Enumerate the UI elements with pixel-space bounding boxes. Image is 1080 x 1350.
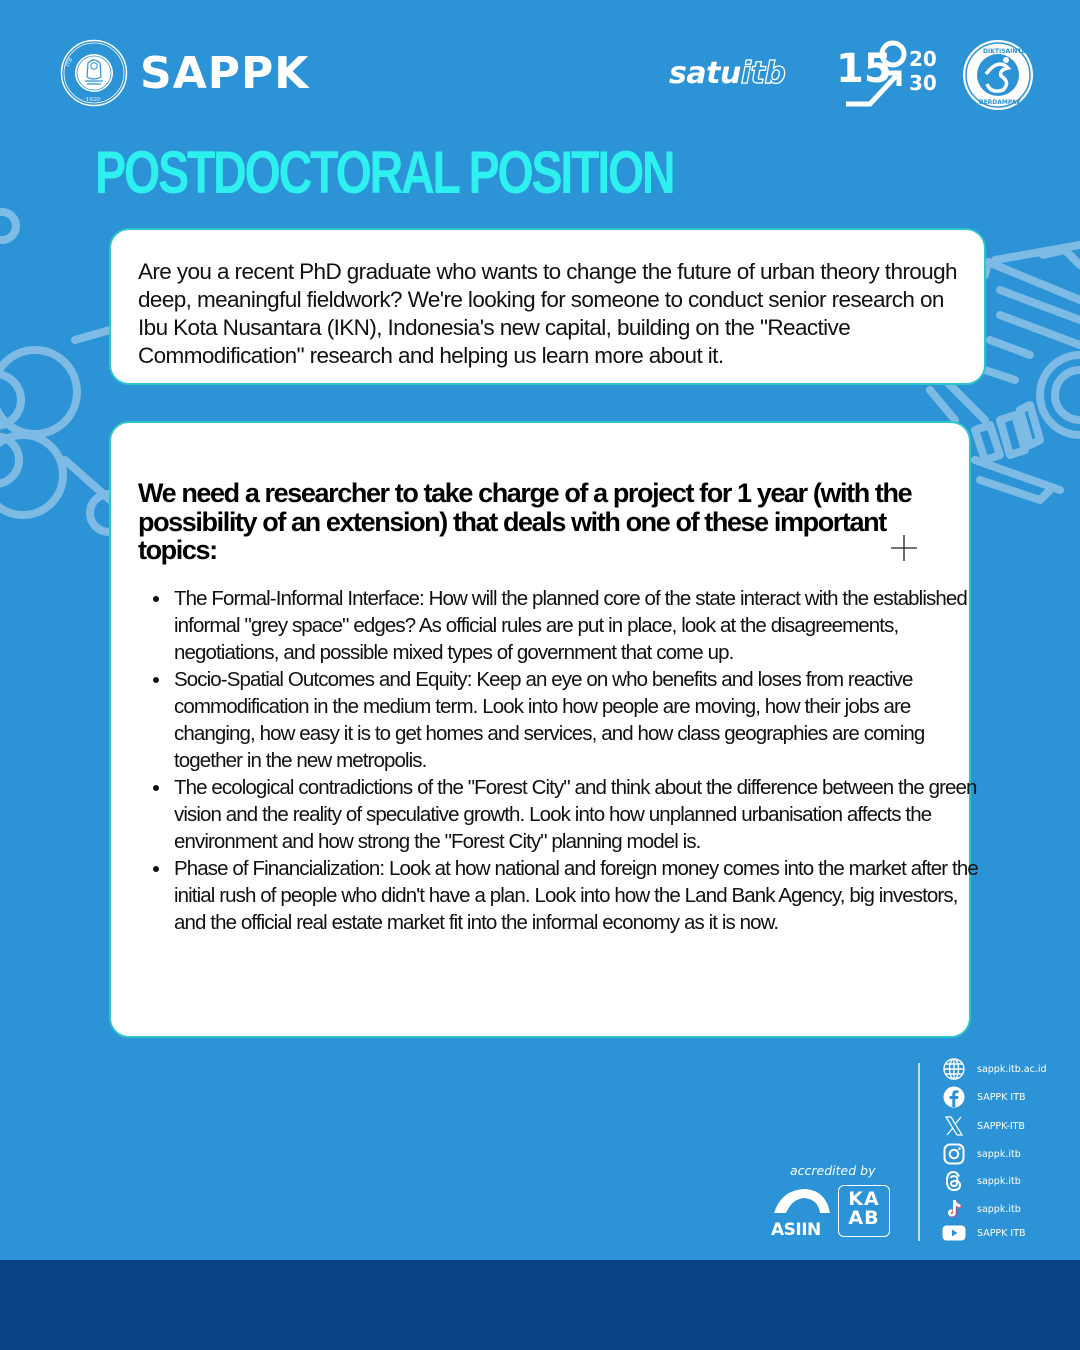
satuitb-logo-outline: itb [740, 56, 786, 91]
x-icon [942, 1114, 966, 1138]
asiin-logo [770, 1185, 832, 1237]
anniversary-left-text: 15 [836, 46, 892, 92]
sappk-brand: SAPPK [140, 48, 310, 99]
social-label: sappk.itb.ac.id [977, 1063, 1047, 1075]
social-label: sappk.itb [977, 1203, 1021, 1215]
social-link-youtube[interactable] [942, 1221, 1072, 1245]
topic-item: The Formal-Informal Interface: How will the planned core of the state interact with the established informal "grey space" edges? As official rules are put in place, look at the disagreements, negotiations, and possible mixed types of government that come up. [174, 585, 984, 666]
social-link-website[interactable] [942, 1057, 1072, 1081]
social-link-threads[interactable] [942, 1169, 1072, 1193]
social-link-x[interactable] [942, 1114, 1072, 1138]
page-title: POSTDOCTORAL POSITION [95, 139, 674, 206]
dikti-bottom-text: BERDAMPAK [979, 99, 1022, 106]
threads-icon [942, 1169, 966, 1193]
satuitb-logo-bold: satu [669, 56, 741, 91]
anniversary-top-text: 20 [909, 47, 937, 71]
social-label: SAPPK-ITB [977, 1120, 1025, 1132]
social-link-facebook[interactable] [942, 1085, 1072, 1109]
social-label: sappk.itb [977, 1175, 1021, 1187]
svg-text:ITB: ITB [64, 57, 75, 68]
svg-text:·1920·: ·1920· [84, 97, 102, 103]
intro-text: Are you a recent PhD graduate who wants to change the future of urban theory through deep, meaningful fieldwork? We're looking for someone to conduct senior research on Ibu Kota Nusantara (IKN), Indonesia's new capital, building on the "Reactive Commodification" research and helping us learn more about it. [138, 259, 957, 368]
social-label: SAPPK ITB [977, 1091, 1026, 1103]
social-label: SAPPK ITB [977, 1227, 1026, 1239]
diktisaintek-logo [961, 38, 1035, 112]
kaab-top-text: KA [848, 1188, 880, 1210]
satuitb-logo [669, 56, 785, 92]
itb-seal-logo [60, 39, 128, 107]
topic-item: Socio-Spatial Outcomes and Equity: Keep an eye on who benefits and loses from reactive commodification in the medium term. Look into how people are moving, how their jobs are changing, how easy it is to get homes and services, and how class geographies are coming together in the new metropolis. [174, 666, 984, 774]
footer-divider [918, 1063, 920, 1241]
social-label: sappk.itb [977, 1148, 1021, 1160]
tiktok-icon [942, 1197, 966, 1221]
intro-card [109, 228, 986, 385]
asiin-text: ASIIN [771, 1220, 821, 1237]
topic-item: Phase of Financialization: Look at how national and foreign money comes into the market after the initial rush of people who didn't have a plan. Look into how the Land Bank Agency, big investors, and the official real estate market fit into the informal economy as it is now. [174, 855, 984, 936]
topic-item: The ecological contradictions of the "Forest City" and think about the difference between the green vision and the reality of speculative growth. Look into how unplanned urbanisation affects the environment and how strong the "Forest City" planning model is. [174, 774, 984, 855]
youtube-icon [942, 1221, 966, 1245]
accredited-by-label: accredited by [790, 1163, 876, 1178]
kaab-logo [838, 1185, 890, 1237]
details-heading: We need a researcher to take charge of a project for 1 year (with the possibility of an extension) that deals with one of these important topics: [138, 478, 912, 565]
topics-list [139, 585, 984, 936]
bottom-bar [0, 1260, 1080, 1350]
facebook-icon [942, 1085, 966, 1109]
instagram-icon [942, 1142, 966, 1166]
globe-icon [942, 1057, 966, 1081]
crosshair-cursor-icon [891, 535, 917, 561]
kaab-bottom-text: AB [848, 1207, 880, 1229]
social-link-tiktok[interactable] [942, 1197, 1072, 1221]
dikti-top-text: DIKTISAINTEK [983, 48, 1031, 55]
itb-150-logo [836, 40, 944, 110]
social-link-instagram[interactable] [942, 1142, 1072, 1166]
anniversary-bottom-text: 30 [909, 71, 937, 95]
details-card [109, 421, 978, 1038]
